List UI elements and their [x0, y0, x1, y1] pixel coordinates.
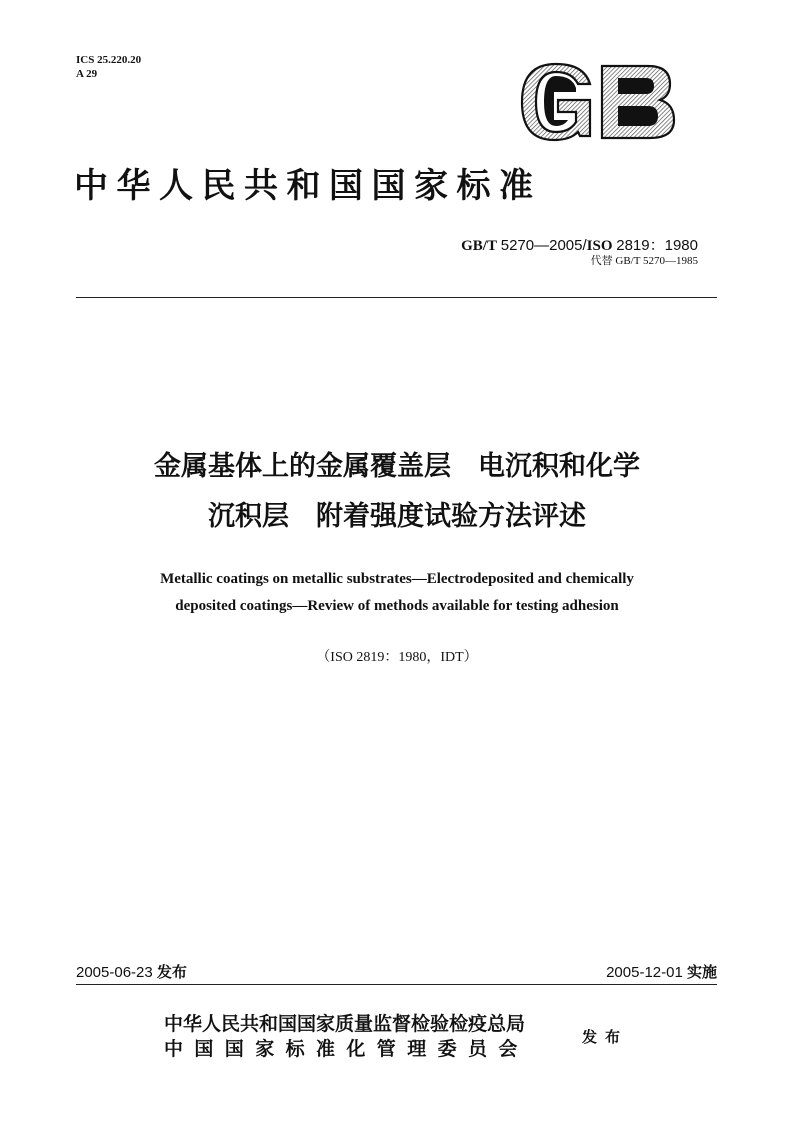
- standard-prefix: GB/T: [461, 238, 497, 254]
- chinese-title-line-2: 沉积层 附着强度试验方法评述: [208, 501, 586, 532]
- iso-code: 2819：1980: [616, 237, 698, 254]
- english-title-line-2: deposited coatings—Review of methods available for testing adhesion: [175, 598, 619, 614]
- issue-date: [76, 963, 187, 982]
- issuer-sac: 中国国家标准化管理委员会: [164, 1038, 529, 1060]
- issue-date-value: 2005-06-23: [76, 964, 153, 981]
- iso-prefix: ISO: [586, 238, 613, 254]
- english-title-line-1: Metallic coatings on metallic substrates—Electrodeposited and chemically: [160, 571, 634, 587]
- implementation-date: [606, 963, 717, 982]
- english-title: [40, 566, 754, 620]
- replaces-note: 代替 GB/T 5270—1985: [590, 255, 698, 267]
- header-rule: [76, 297, 717, 298]
- standard-number: [461, 238, 698, 254]
- ccs-code: A 29: [76, 68, 98, 80]
- issuer-aqsiq: 中华人民共和国国家质量监督检验检疫总局: [164, 1013, 526, 1035]
- issue-label: 发布: [156, 963, 187, 981]
- chinese-title: [40, 442, 754, 542]
- logo-text: GB: [598, 141, 600, 142]
- standard-code: 5270—2005/: [500, 237, 587, 254]
- ics-code: ICS 25.220.20: [76, 54, 142, 66]
- iso-equivalence: （ISO 2819：1980，IDT）: [316, 650, 478, 665]
- gb-logo: [518, 62, 676, 142]
- impl-label: 实施: [686, 963, 717, 981]
- classification-codes: [76, 53, 141, 81]
- country-standard-title: 中华人民共和国国家标准: [74, 166, 542, 206]
- impl-date-value: 2005-12-01: [606, 964, 683, 981]
- chinese-title-line-1: 金属基体上的金属覆盖层 电沉积和化学: [154, 451, 640, 482]
- publish-label: 发布: [582, 1028, 629, 1046]
- footer-rule: [76, 984, 717, 985]
